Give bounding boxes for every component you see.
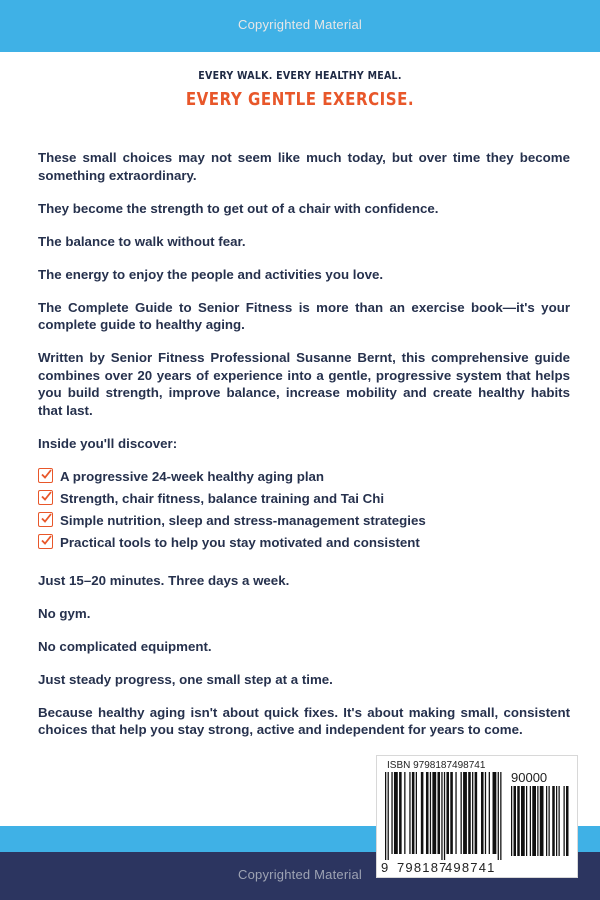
barcode-digits-right: 498741 bbox=[445, 860, 496, 875]
checkbox-icon bbox=[38, 468, 53, 483]
barcode-bar bbox=[530, 786, 531, 856]
barcode-bar bbox=[540, 786, 544, 856]
discover-heading: Inside you'll discover: bbox=[38, 435, 178, 451]
barcode-bar bbox=[526, 786, 527, 856]
barcode-bar bbox=[409, 772, 410, 854]
paragraph-no-equipment: No complicated equipment. bbox=[38, 638, 212, 654]
barcode-bar bbox=[388, 772, 389, 860]
paragraph-time: Just 15–20 minutes. Three days a week. bbox=[38, 572, 290, 588]
checkbox-icon bbox=[38, 534, 53, 549]
paragraph-steady-progress: Just steady progress, one small step at a time. bbox=[38, 671, 333, 687]
paragraph-book-description: The Complete Guide to Senior Fitness is more than an exercise book—it's your complete guide to healthy aging. bbox=[38, 299, 570, 332]
list-item bbox=[38, 468, 570, 490]
barcode-bar bbox=[446, 772, 449, 854]
price-barcode-bars bbox=[511, 786, 571, 858]
barcode-bar bbox=[426, 772, 429, 854]
barcode-bar bbox=[489, 772, 490, 854]
barcode-bar bbox=[549, 786, 550, 856]
watermark-top: Copyrighted Material bbox=[238, 17, 362, 32]
paragraph-balance: The balance to walk without fear. bbox=[38, 233, 246, 249]
watermark-bottom: Copyrighted Material bbox=[238, 867, 362, 882]
barcode-bar bbox=[485, 772, 486, 854]
barcode-bar bbox=[566, 786, 569, 856]
paragraph-strength: They become the strength to get out of a chair with confidence. bbox=[38, 200, 439, 216]
barcode-bar bbox=[450, 772, 453, 854]
barcode-bar bbox=[444, 772, 445, 860]
barcode-bar bbox=[461, 772, 462, 854]
headline-line-1: EVERY WALK. EVERY HEALTHY MEAL. bbox=[198, 69, 402, 82]
barcode-bar bbox=[564, 786, 565, 856]
isbn-label: ISBN 9798187498741 bbox=[387, 760, 486, 771]
barcode-bar bbox=[514, 786, 517, 856]
barcode-bar bbox=[394, 772, 398, 854]
list-item-text: Strength, chair fitness, balance training and Tai Chi bbox=[60, 490, 385, 506]
barcode-bar bbox=[481, 772, 484, 854]
list-item bbox=[38, 534, 570, 556]
paragraph-intro: These small choices may not seem like much today, but over time they become something extraordinary. bbox=[38, 150, 570, 183]
barcode-bar bbox=[552, 786, 555, 856]
barcode-bar bbox=[559, 786, 560, 856]
barcode-bar bbox=[532, 786, 536, 856]
barcode-digits-left: 798187 bbox=[397, 860, 448, 875]
list-item bbox=[38, 512, 570, 534]
barcode-bar bbox=[500, 772, 501, 860]
barcode-bar bbox=[416, 772, 417, 854]
barcode-bar bbox=[498, 772, 499, 860]
barcode-bar bbox=[399, 772, 402, 854]
barcode-bar bbox=[537, 786, 538, 856]
barcode-bar bbox=[521, 786, 525, 856]
paragraph-closing: Because healthy aging isn't about quick fixes. It's about making small, consistent choices that help you stay strong, active and independent for years to come. bbox=[38, 704, 570, 737]
barcode-bar bbox=[404, 772, 405, 854]
barcode-digit-first: 9 bbox=[381, 860, 389, 875]
barcode-bar bbox=[511, 786, 512, 856]
barcode-bar bbox=[493, 772, 497, 854]
isbn-barcode bbox=[376, 755, 578, 878]
barcode-bar bbox=[475, 772, 478, 854]
barcode-bar bbox=[556, 786, 557, 856]
barcode-bar bbox=[546, 786, 547, 856]
checkbox-icon bbox=[38, 490, 53, 505]
barcode-bar bbox=[468, 772, 471, 854]
barcode-bar bbox=[432, 772, 436, 854]
barcode-bar bbox=[441, 772, 442, 860]
barcode-bar bbox=[421, 772, 424, 854]
barcode-bar bbox=[385, 772, 386, 860]
paragraph-author: Written by Senior Fitness Professional Susanne Bernt, this comprehensive guide combines over 20 years of experience into a gentle, progressive system that helps you build strength, improve balance, increase mobility and create healthy habits that last. bbox=[38, 350, 570, 418]
ean-barcode-bars bbox=[385, 772, 505, 860]
checkbox-icon bbox=[38, 512, 53, 527]
list-item-text: Simple nutrition, sleep and stress-management strategies bbox=[60, 512, 426, 528]
paragraph-no-gym: No gym. bbox=[38, 605, 91, 621]
barcode-bar bbox=[391, 772, 392, 854]
headline-line-2: EVERY GENTLE EXERCISE. bbox=[185, 90, 415, 110]
barcode-bar bbox=[517, 786, 520, 856]
paragraph-energy: The energy to enjoy the people and activities you love. bbox=[38, 266, 384, 282]
barcode-bar bbox=[437, 772, 440, 854]
barcode-bar bbox=[455, 772, 456, 854]
price-code: 90000 bbox=[511, 770, 548, 785]
list-item-text: A progressive 24-week healthy aging plan bbox=[60, 468, 325, 484]
list-item-text: Practical tools to help you stay motivated and consistent bbox=[60, 534, 420, 550]
discover-list bbox=[38, 468, 570, 556]
barcode-bar bbox=[463, 772, 467, 854]
barcode-bar bbox=[412, 772, 415, 854]
barcode-bar bbox=[430, 772, 431, 854]
back-cover-copy bbox=[38, 149, 570, 754]
barcode-bar bbox=[472, 772, 473, 854]
list-item bbox=[38, 490, 570, 512]
